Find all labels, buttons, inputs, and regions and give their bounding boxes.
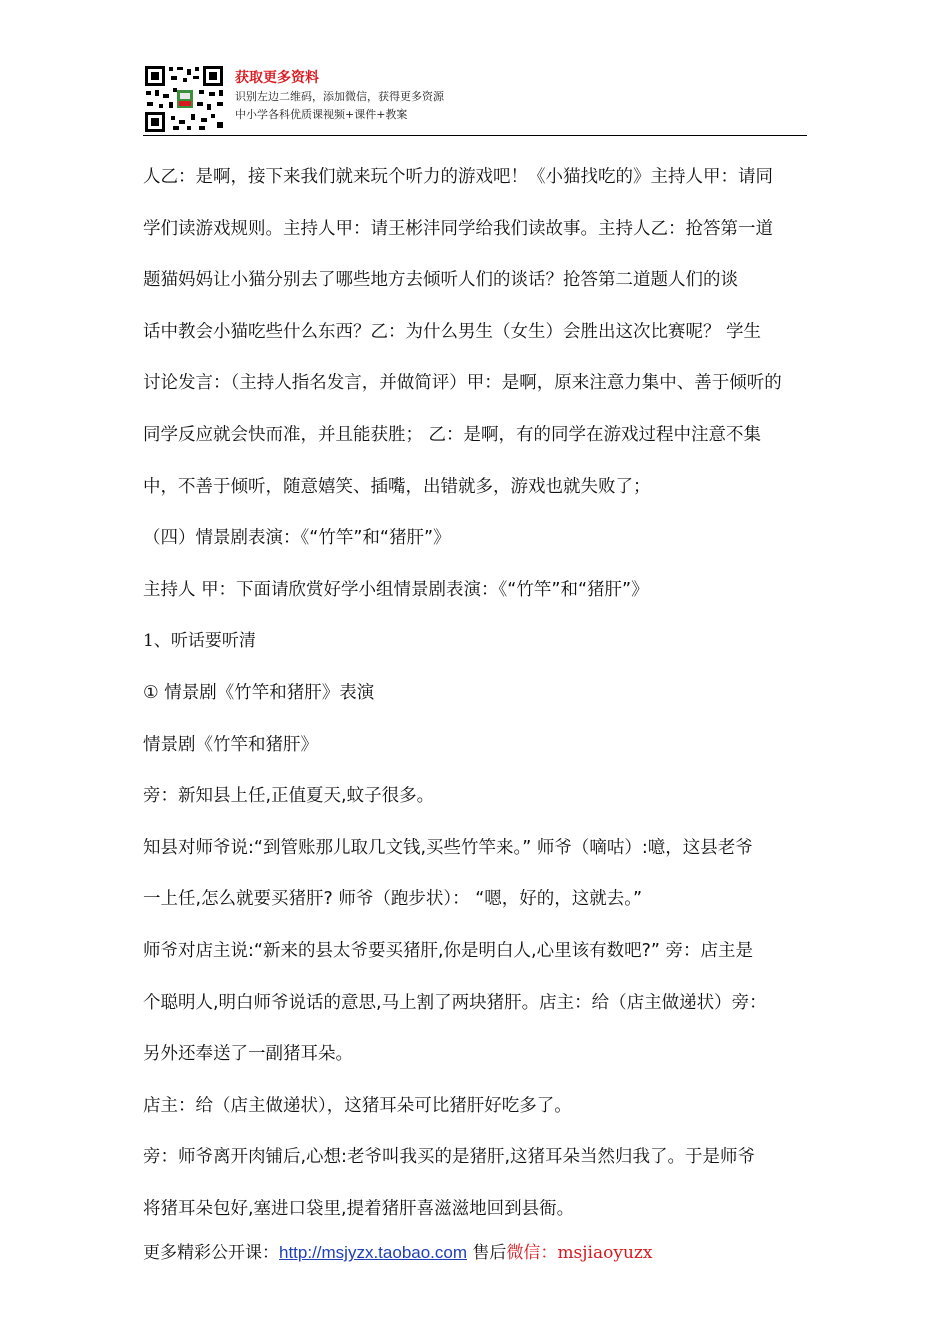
paragraph-line: 题猫妈妈让小猫分别去了哪些地方去倾听人们的谈话？抢答第二道题人们的谈 (143, 270, 738, 291)
paragraph-line: 情景剧《竹竿和猪肝》 (143, 734, 318, 755)
paragraph-line: ① 情景剧《竹竿和猪肝》表演 (143, 682, 375, 703)
header (143, 64, 807, 136)
footer-link[interactable]: http://msjyzx.taobao.com (279, 1243, 468, 1262)
qr-code-icon (143, 64, 225, 134)
footer (143, 1238, 652, 1263)
footer-prefix: 更多精彩公开课： (143, 1243, 279, 1263)
paragraph-line: 中，不善于倾听，随意嬉笑、插嘴，出错就多，游戏也就失败了； (143, 476, 651, 497)
paragraph-line: 主持人 甲：下面请欣赏好学小组情景剧表演：《“竹竿”和“猪肝”》 (143, 579, 649, 600)
paragraph-line: 师爷对店主说:“新来的县太爷要买猪肝,你是明白人,心里该有数吧?” 旁：店主是 (143, 940, 754, 961)
footer-middle: 售后 (467, 1243, 507, 1263)
paragraph-line: 学们读游戏规则。主持人甲：请王彬沣同学给我们读故事。主持人乙：抢答第一道 (143, 218, 773, 239)
paragraph-line: 话中教会小猫吃些什么东西？乙：为什么男生（女生）会胜出这次比赛呢？ 学生 (143, 321, 762, 342)
paragraph-line: 一上任,怎么就要买猪肝? 师爷（跑步状）： “嗯，好的，这就去。” (143, 889, 643, 910)
paragraph-line: 同学反应就会快而准，并且能获胜； 乙：是啊，有的同学在游戏过程中注意不集 (143, 424, 762, 445)
subsection-heading: 1、听话要听清 (143, 631, 256, 652)
header-title: 获取更多资料 (235, 70, 319, 86)
section-heading: （四）情景剧表演：《“竹竿”和“猪肝”》 (143, 528, 451, 549)
document-body (143, 152, 807, 1235)
paragraph-line: 知县对师爷说:“到管账那儿取几文钱,买些竹竿来。” 师爷（嘀咕）:噫，这县老爷 (143, 837, 753, 858)
paragraph-line: 另外还奉送了一副猪耳朵。 (143, 1044, 353, 1065)
footer-wechat-label: 微信： (506, 1243, 558, 1263)
paragraph-line: 人乙：是啊，接下来我们就来玩个听力的游戏吧！《小猫找吃的》主持人甲：请同 (143, 167, 773, 187)
paragraph-line: 讨论发言：（主持人指名发言，并做简评）甲：是啊，原来注意力集中、善于倾听的 (143, 373, 782, 394)
header-line-1: 识别左边二维码，添加微信，获得更多资源 (235, 90, 444, 103)
paragraph-line: 旁：新知县上任,正值夏天,蚊子很多。 (143, 786, 435, 807)
header-divider (143, 135, 807, 136)
paragraph-line: 旁：师爷离开肉铺后,心想:老爷叫我买的是猪肝,这猪耳朵当然归我了。于是师爷 (143, 1147, 756, 1168)
paragraph-line: 个聪明人,明白师爷说话的意思,马上割了两块猪肝。店主：给（店主做递状）旁： (143, 992, 767, 1013)
header-line-2: 中小学各科优质课视频+课件+教案 (235, 108, 408, 121)
paragraph-line: 店主：给（店主做递状），这猪耳朵可比猪肝好吃多了。 (143, 1095, 572, 1116)
paragraph-line: 将猪耳朵包好,塞进口袋里,提着猪肝喜滋滋地回到县衙。 (143, 1198, 575, 1219)
footer-wechat-id: msjiaoyuzx (557, 1243, 653, 1263)
